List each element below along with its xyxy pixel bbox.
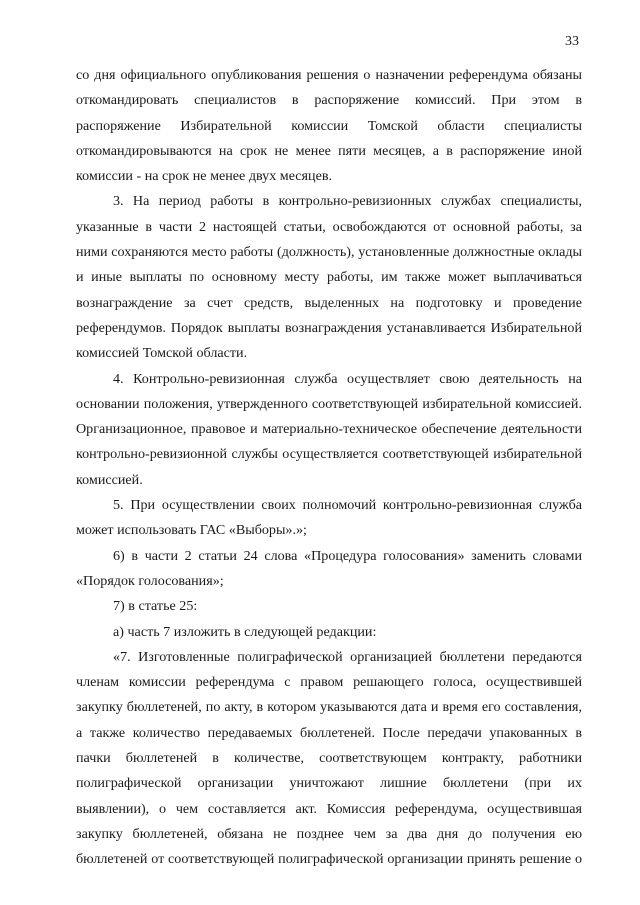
text-line: может использовать ГАС «Выборы».»; <box>76 522 307 539</box>
text-line: 6) в части 2 статьи 24 слова «Процедура голосования» заменить словами <box>113 547 582 564</box>
text-line: «Порядок голосования»; <box>76 572 224 589</box>
text-line: Организационное, правовое и материально-техническое обеспечение деятельности <box>76 421 582 438</box>
text-line: референдумов. Порядок выплаты вознаграждения устанавливается Избирательной <box>76 319 582 336</box>
text-line: выявлении), о чем составляется акт. Комиссия референдума, осуществившая <box>76 800 582 817</box>
text-line: комиссии - на срок не менее двух месяцев. <box>76 168 333 185</box>
text-line: распоряжение Избирательной комиссии Томской области специалисты <box>76 117 582 134</box>
text-line: основании положения, утвержденного соответствующей избирательной комиссией. <box>76 395 582 412</box>
text-line: «7. Изготовленные полиграфической организацией бюллетени передаются <box>113 648 582 665</box>
text-line: контрольно-ревизионной службы осуществляется соответствующей избирательной <box>76 446 582 463</box>
text-line: закупку бюллетеней, по акту, в котором указываются дата и время его составления, <box>76 699 582 716</box>
text-line: со дня официального опубликования решения о назначении референдума обязаны <box>76 67 582 83</box>
text-line: комиссией Томской области. <box>76 345 248 362</box>
text-line: ними сохраняются место работы (должность), установленные должностные оклады <box>76 244 582 261</box>
text-line: откомандировать специалистов в распоряжение комиссий. При этом в <box>76 92 582 109</box>
text-line: бюллетеней от соответствующей полиграфической организации принять решение о <box>76 851 582 868</box>
page-number: 33 <box>565 34 579 49</box>
text-line: пачки бюллетеней в количестве, соответствующем контракту, работники <box>76 750 582 767</box>
text-line: вознаграждение за счет средств, выделенных на подготовку и проведение <box>76 294 582 311</box>
text-line: 3. На период работы в контрольно-ревизионных службах специалисты, <box>113 193 582 210</box>
text-line: 5. При осуществлении своих полномочий контрольно-ревизионная служба <box>113 497 582 514</box>
document-body <box>76 63 582 873</box>
text-line: закупку бюллетеней, обязана не позднее чем за два дня до получения ею <box>76 825 582 842</box>
text-line: а) часть 7 изложить в следующей редакции: <box>113 623 377 640</box>
text-line: 7) в статье 25: <box>113 598 198 615</box>
text-line: полиграфической организации уничтожают лишние бюллетени (при их <box>76 775 582 792</box>
text-line: указанные в части 2 настоящей статьи, освобождаются от основной работы, за <box>76 218 582 235</box>
text-line: 4. Контрольно-ревизионная служба осуществляет свою деятельность на <box>113 370 582 387</box>
text-line: членам комиссии референдума с правом решающего голоса, осуществившей <box>76 674 582 691</box>
text-line: комиссией. <box>76 471 143 488</box>
text-line: а также количество передаваемых бюллетеней. После передачи упакованных в <box>76 724 582 741</box>
text-line: откомандировываются на срок не менее пяти месяцев, а в распоряжение иной <box>76 142 582 159</box>
text-line: и иные выплаты по основному месту работы, им также может выплачиваться <box>76 269 582 286</box>
